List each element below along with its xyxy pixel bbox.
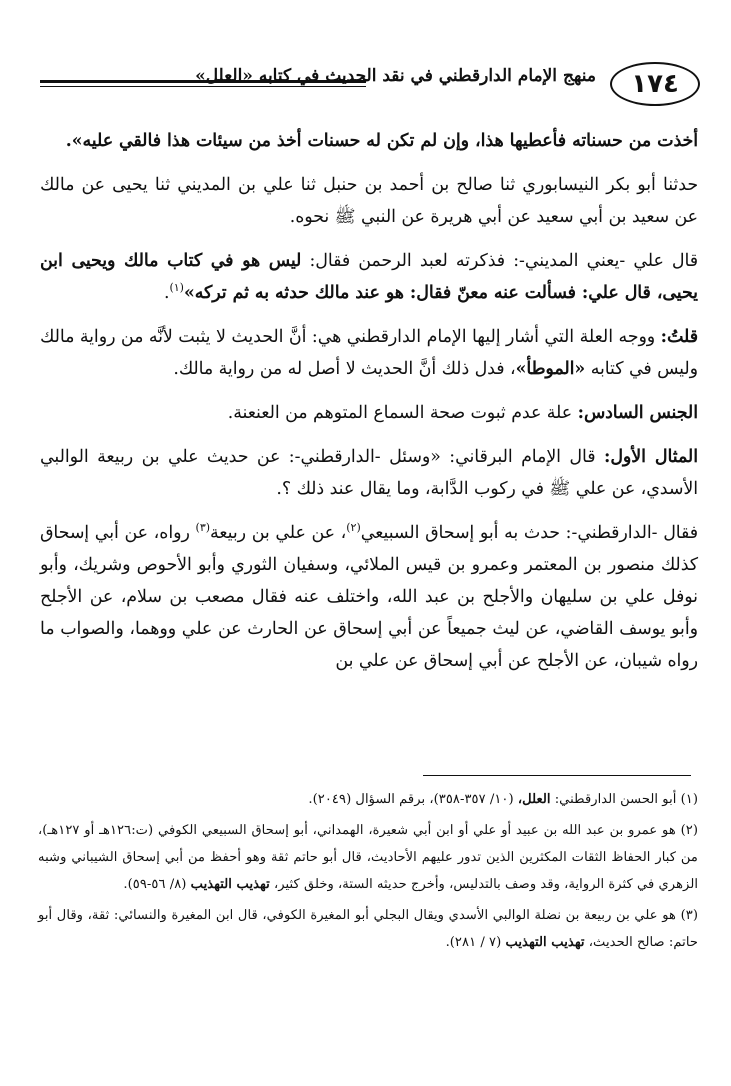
fn2-text: (٢) هو عمرو بن عبد الله بن عبيد أو علي أو ابن أبي شعيرة، الهمداني، أبو إسحاق السبيعي الكوفي (ت:١٢٦هـ أو ١٢٧هـ)، من كبار الحفاظ الثقات المكثرين الذين تدور عليهم الأحاديث، قال أبو حاتم ثقة وهو أحفظ من أبي إسحاق الشيباني وشبه الزهري في كثرة الرواية، وقد وصف بالتدليس، وأخرج حديثه الستة، وخلق كثير، <box>38 823 699 892</box>
fn1-title: العلل، <box>517 792 551 807</box>
fn3-ref: (٧ / ٢٨١). <box>445 935 506 950</box>
paragraph-2: حدثنا أبو بكر النيسابوري ثنا صالح بن أحمد بن حنبل ثنا علي بن المديني ثنا يحيى عن مالك عن سعيد بن أبي سعيد عن أبي هريرة عن النبي ﷺ نحوه. <box>40 175 698 227</box>
p4-book: «الموطأ» <box>515 359 586 379</box>
paragraph-7 <box>40 517 698 677</box>
p6-label: المثال الأول: <box>603 447 698 467</box>
p3-intro: قال علي -يعني المديني-: فذكرته لعبد الرحمن فقال: <box>301 251 698 271</box>
fn3-text: (٣) هو علي بن ربيعة بن نضلة الوالبي الأسدي ويقال البجلي أبو المغيرة الكوفي، قال ابن المغيرة والنسائي: ثقة، وقال أبو حاتم: صالح الحديث، <box>38 908 698 950</box>
paragraph-6 <box>40 441 698 505</box>
footnote-2 <box>38 817 698 898</box>
page-number: ١٧٤ <box>610 62 700 106</box>
p4-text: ووجه العلة التي أشار إليها الإمام الدارقطني هي: أنَّ الحديث لا يثبت لأنَّه من رواية مالك وليس في كتابه <box>40 327 698 379</box>
p4-end: ، فدل ذلك أنَّ الحديث لا أصل له من رواية مالك. <box>173 359 516 379</box>
body-text <box>40 125 698 689</box>
footnote-separator <box>423 775 691 776</box>
p5-label: الجنس السادس: <box>577 403 698 423</box>
fn1-author: (١) أبو الحسن الدارقطني: <box>550 792 698 807</box>
fn3-source: تهذيب التهذيب <box>505 935 585 950</box>
p6-text: قال الإمام البرقاني: «وسئل -الدارقطني-: عن حديث علي بن ربيعة الوالبي الأسدي، عن علي ﷺ في ركوب الدَّابة، وما يقال عند ذلك ؟. <box>40 447 698 499</box>
running-title: منهج الإمام الدارقطني في نقد الحديث في كتابه «العلل» <box>195 66 596 86</box>
paragraph-4 <box>40 321 698 385</box>
p7-a: فقال -الدارقطني-: حدث به أبو إسحاق السبيعي <box>360 523 699 543</box>
header-rule-thick <box>40 80 366 83</box>
footnotes <box>38 786 698 960</box>
p3-quote: ليس هو في كتاب مالك ويحيى ابن يحيى، قال علي: فسألت عنه معنّ فقال: هو عند مالك حدثه به ثم تركه» <box>40 251 698 303</box>
p7-b: ، عن علي بن ربيعة <box>210 523 347 543</box>
footnote-3 <box>38 902 698 956</box>
fn2-source: تهذيب التهذيب <box>190 877 270 892</box>
fn2-ref: (٨/ ٥٦-٥٩). <box>123 877 191 892</box>
paragraph-3: قال علي -يعني المديني-: فذكرته لعبد الرحمن فقال: ليس هو في كتاب مالك ويحيى ابن يحيى، قال علي: فسألت عنه معنّ فقال: هو عند مالك حدثه به ثم تركه»$^{(١)}$. <box>40 251 698 303</box>
p4-label: قلتُ: <box>660 327 698 347</box>
footnote-ref-2: (٢) <box>346 521 361 535</box>
page-header <box>40 62 700 110</box>
fn1-ref: (١٠/ ٣٥٧-٣٥٨)، برقم السؤال (٢٠٤٩). <box>308 792 518 807</box>
paragraph-1: أخذت من حسناته فأعطيها هذا، وإن لم تكن له حسنات أخذ من سيئات هذا فالقي عليه». <box>65 131 698 151</box>
footnote-ref-3: (٣) <box>195 521 211 535</box>
paragraph-5 <box>40 397 698 429</box>
p7-c: رواه، عن أبي إسحاق كذلك منصور بن المعتمر وعمرو بن قيس الملائي، وسفيان الثوري وأبو الأحوص وشريك، وأبو نوفل علي بن سليهان والأجلح بن عبد الله، واختلف عنه فقال مصعب بن سلام، عن الأجلح وأبو يوسف القاضي، عن ليث جميعاً عن أبي إسحاق عن الحارث عن علي ووهما، والصواب ما رواه شيبان، عن الأجلح عن أبي إسحاق عن علي بن <box>40 523 698 671</box>
footnote-ref-1: (١) <box>169 281 184 295</box>
header-rule-thin <box>40 86 366 87</box>
p5-text: علة عدم ثبوت صحة السماع المتوهم من العنعنة. <box>227 403 578 423</box>
footnote-1 <box>38 786 698 813</box>
